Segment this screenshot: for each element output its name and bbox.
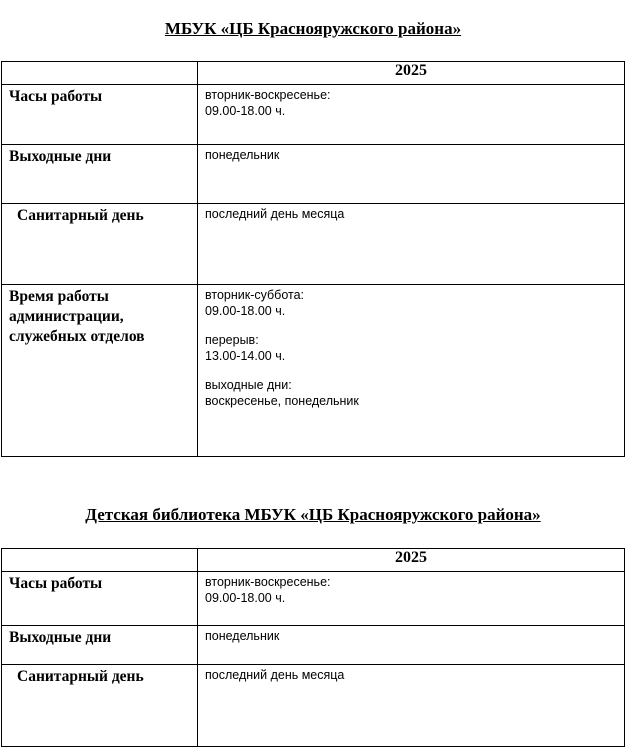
value-line: 13.00-14.00 ч. — [205, 349, 286, 363]
row-value — [198, 665, 625, 747]
value-line: вторник-воскресенье: — [205, 575, 331, 589]
year-header: 2025 — [198, 549, 625, 572]
value-line: выходные дни: — [205, 378, 292, 392]
row-value — [198, 204, 625, 285]
schedule-table-children — [1, 548, 625, 747]
label-line: Время работы — [9, 288, 109, 305]
schedule-table-main — [1, 61, 625, 457]
table-header-row — [2, 62, 625, 85]
table-row — [2, 572, 625, 626]
value-line: 09.00-18.00 ч. — [205, 304, 286, 318]
row-value — [198, 572, 625, 626]
value-line: вторник-суббота: — [205, 288, 305, 302]
label-line: администрации, — [9, 308, 124, 325]
value-line: понедельник — [205, 629, 280, 643]
row-label — [2, 285, 198, 457]
table-row — [2, 204, 625, 285]
value-line: 09.00-18.00 ч. — [205, 104, 286, 118]
section1-title: МБУК «ЦБ Краснояружского района» — [164, 19, 462, 38]
row-label: Выходные дни — [2, 145, 198, 204]
row-label: Санитарный день — [2, 204, 198, 285]
section2-title: Детская библиотека МБУК «ЦБ Краснояружского района» — [85, 505, 541, 524]
value-line: последний день месяца — [205, 207, 345, 221]
table-row — [2, 145, 625, 204]
header-empty-cell — [2, 549, 198, 572]
row-value — [198, 285, 625, 457]
row-value — [198, 145, 625, 204]
table-row — [2, 626, 625, 665]
header-empty-cell — [2, 62, 198, 85]
row-label: Часы работы — [2, 85, 198, 145]
table-row — [2, 285, 625, 457]
row-label: Санитарный день — [2, 665, 198, 747]
table-row — [2, 665, 625, 747]
value-line: воскресенье, понедельник — [205, 394, 359, 408]
value-line: понедельник — [205, 148, 280, 162]
value-line: перерыв: — [205, 333, 259, 347]
row-label: Часы работы — [2, 572, 198, 626]
value-line: последний день месяца — [205, 668, 345, 682]
row-value — [198, 626, 625, 665]
table-row — [2, 85, 625, 145]
label-line: служебных отделов — [9, 328, 145, 345]
row-label: Выходные дни — [2, 626, 198, 665]
value-line: 09.00-18.00 ч. — [205, 591, 286, 605]
value-line: вторник-воскресенье: — [205, 88, 331, 102]
table-header-row — [2, 549, 625, 572]
year-header: 2025 — [198, 62, 625, 85]
row-value — [198, 85, 625, 145]
